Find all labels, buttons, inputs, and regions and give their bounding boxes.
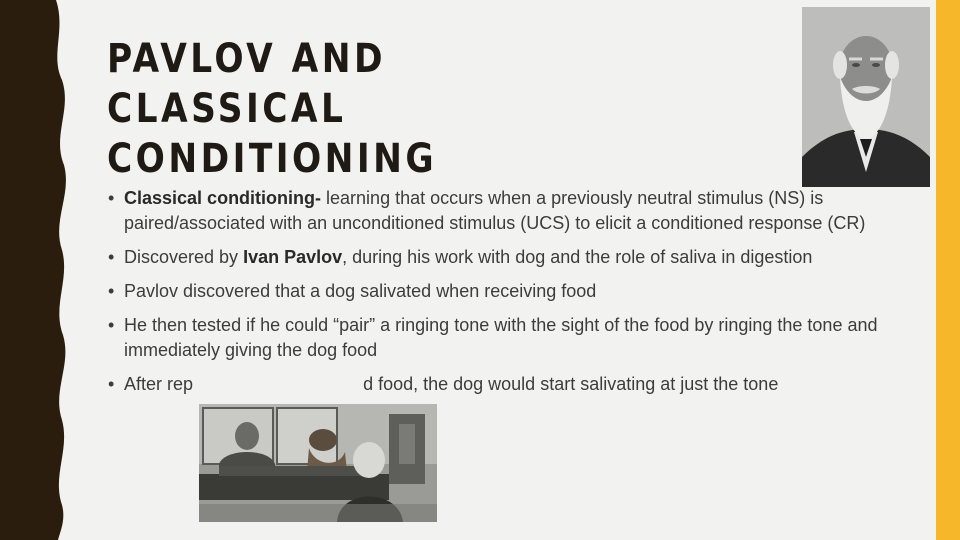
bullet-text: Discovered by: [124, 247, 244, 267]
bullet-item: [108, 186, 898, 236]
bullet-item: [108, 313, 898, 363]
bullet-item: [108, 372, 898, 397]
lab-photo: [199, 404, 437, 522]
bullet-text: learning that occurs when a previously neutral stimulus (NS) is paired/associated with an unconditioned stimulus (UCS) to elicit a conditioned response (CR): [124, 188, 866, 233]
portrait-photo: [802, 7, 930, 187]
bullet-text: He then tested if he could “pair” a ringing tone with the sight of the food by ringing the tone and immediately giving the dog food: [124, 315, 878, 360]
left-decorative-band: [0, 0, 72, 540]
bullet-bold-term: Ivan Pavlov: [243, 247, 343, 267]
bullet-text: Pavlov discovered that a dog salivated when receiving food: [124, 281, 597, 301]
title-line-2: CONDITIONING: [107, 136, 438, 182]
bullet-item: [108, 245, 898, 270]
bullet-bold-term: Classical conditioning-: [124, 188, 322, 208]
bullet-text: , during his work with dog and the role of saliva in digestion: [342, 247, 813, 267]
bullet-item: [108, 279, 898, 304]
title-line-1: PAVLOV AND CLASSICAL: [107, 36, 386, 132]
right-accent-band: [936, 0, 960, 540]
bullet-list: [108, 186, 898, 406]
slide-title: [107, 34, 640, 184]
bullet-text: After rep d food, the dog would start salivating at just the tone: [124, 374, 779, 394]
